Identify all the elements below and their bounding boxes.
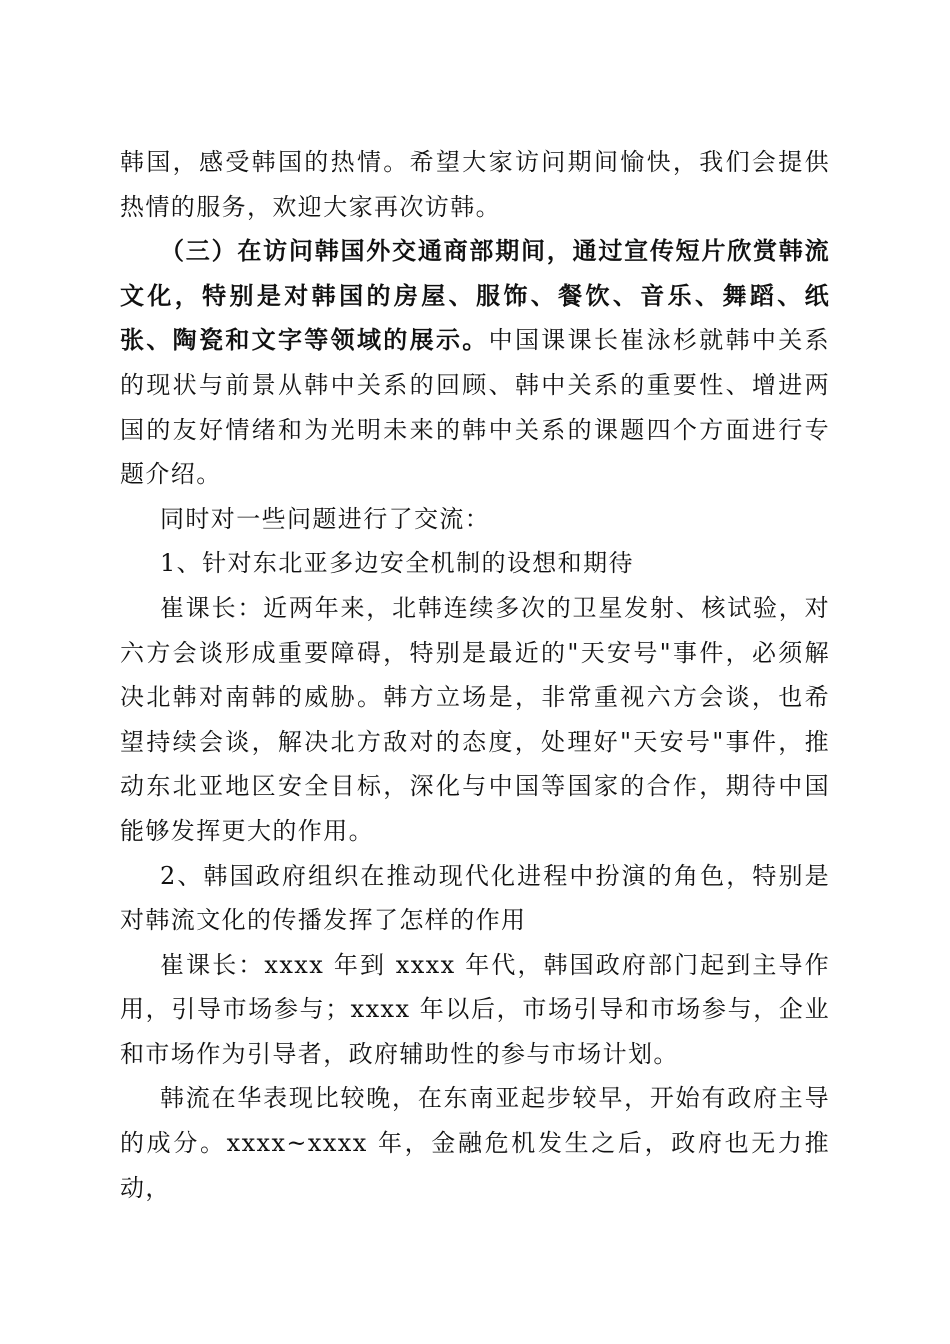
paragraph-9-text: 韩流在华表现比较晚，在东南亚起步较早，开始有政府主导的成分。xxxx~xxxx 年，金融危机发生之后，政府也无力推动，: [120, 1084, 830, 1202]
paragraph-2: [120, 229, 830, 497]
paragraph-5: [120, 541, 830, 586]
paragraph-5-text: 1、针对东北亚多边安全机制的设想和期待: [160, 549, 634, 578]
paragraph-6-text: 崔课长：近两年来，北韩连续多次的卫星发射、核试验，对六方会谈形成重要障碍，特别是最近的"天安号"事件，必须解决北韩对南韩的威胁。韩方立场是，非常重视六方会谈，也希望持续会谈，解决北方敌对的态度，处理好"天安号"事件，推动东北亚地区安全目标，深化与中国等国家的合作，期待中国能够发挥更大的作用。: [120, 593, 830, 845]
paragraph-3-text: 中国课课长崔泳杉就韩中关系的现状与前景从韩中关系的回顾、韩中关系的重要性、增进两国的友好情绪和为光明未来的韩中关系的课题四个方面进行专题介绍。: [120, 326, 830, 489]
paragraph-1-text: 韩国，感受韩国的热情。希望大家访问期间愉快，我们会提供热情的服务，欢迎大家再次访韩。: [120, 148, 830, 221]
paragraph-8-text: 崔课长：xxxx 年到 xxxx 年代，韩国政府部门起到主导作用，引导市场参与；xxxx 年以后，市场引导和市场参与，企业和市场作为引导者，政府辅助性的参与市场计划。: [120, 950, 830, 1068]
document-body: [120, 140, 830, 1210]
paragraph-8: [120, 943, 830, 1077]
paragraph-4: [120, 497, 830, 542]
paragraph-9: [120, 1076, 830, 1210]
paragraph-2-text: （三）在访问韩国外交通商部期间，通过宣传短片欣赏韩流文化，特别是对韩国的房屋、服饰、餐饮、音乐、舞蹈、纸张、陶瓷和文字等领域的展示。: [120, 236, 830, 355]
paragraph-4-text: 同时对一些问题进行了交流：: [160, 504, 491, 533]
paragraph-6: [120, 586, 830, 854]
paragraph-7-text: 2、韩国政府组织在推动现代化进程中扮演的角色，特别是对韩流文化的传播发挥了怎样的作用: [120, 861, 830, 935]
paragraph-7: [120, 854, 830, 943]
paragraph-1: [120, 140, 830, 229]
